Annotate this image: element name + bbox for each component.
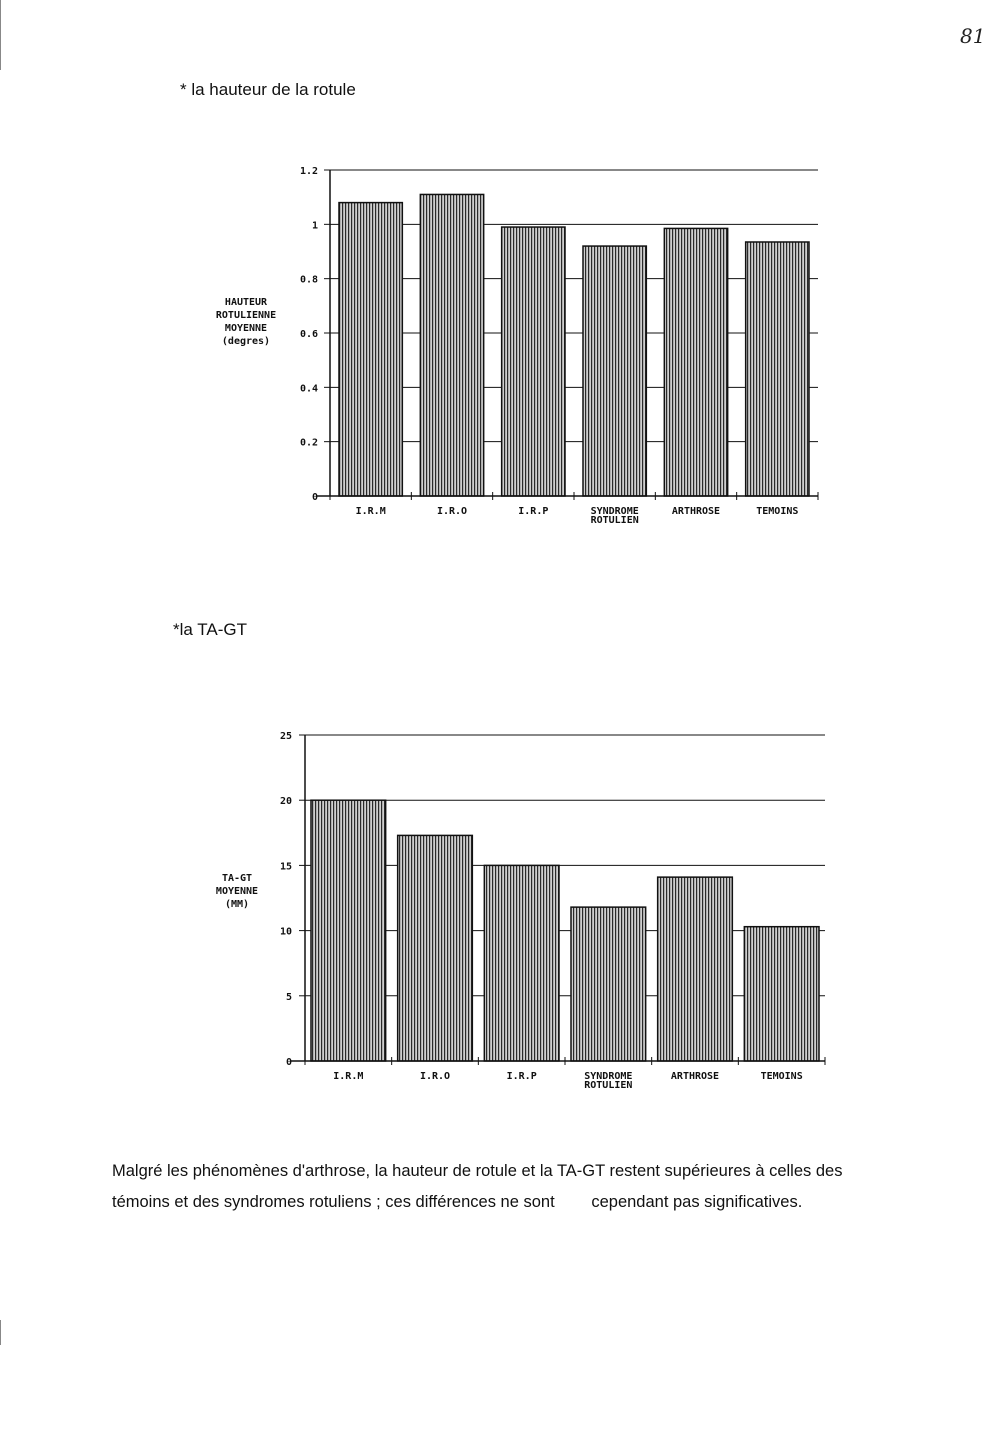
x-tick-label: ROTULIEN [584,1080,633,1091]
left-margin-rule-top [0,0,1,70]
chart-ta-gt [0,715,995,1115]
bar-temoins [746,242,809,496]
y-tick-label: 1.2 [299,166,318,177]
y-axis-label: (degres) [221,336,271,347]
bar-syndrome-rotulien [583,246,646,496]
paragraph-line-1: Malgré les phénomènes d'arthrose, la hauteur de rotule et la TA-GT restent supérieures à celles des [112,1162,843,1180]
bar-i-r-m [339,203,402,496]
y-tick-label: 15 [279,861,292,873]
y-axis-label: MOYENNE [215,886,259,897]
y-tick-label: 25 [279,731,292,742]
y-tick-label: 1 [311,220,318,232]
y-tick-label: 10 [279,926,292,938]
y-tick-label: 5 [285,991,292,1003]
y-axis-label: ROTULIENNE [215,310,277,321]
heading-ta-gt: *la TA-GT [173,620,247,639]
chart-hauteur-rotulienne [0,150,995,550]
y-axis-label: HAUTEUR [224,297,268,308]
bar-i-r-p [484,865,559,1061]
y-tick-label: 0 [311,492,318,503]
bar-temoins [744,927,819,1061]
left-margin-rule-bottom [0,1320,1,1345]
x-tick-label: SYNDROME [590,506,639,517]
bar-i-r-o [420,194,483,496]
y-tick-label: 0.8 [299,274,318,286]
bar-arthrose [658,877,733,1061]
y-tick-label: 20 [279,796,292,808]
bar-arthrose [664,228,727,496]
bar-i-r-o [398,835,473,1061]
x-tick-label: I.R.O [419,1071,451,1082]
bar-i-r-p [502,227,565,496]
y-tick-label: 0.4 [299,383,318,395]
paragraph-line-2: témoins et des syndromes rotuliens ; ces différences ne sont cependant pas significatives. [112,1193,803,1211]
y-axis-label: (MM) [224,899,250,910]
y-tick-label: 0.6 [299,329,318,340]
x-tick-label: I.R.O [436,506,468,517]
y-axis-label: MOYENNE [224,323,268,334]
x-tick-label: I.R.M [333,1071,364,1082]
x-tick-label: SYNDROME [584,1071,633,1082]
x-tick-label: ARTHROSE [670,1071,720,1082]
page-number: 81 [960,24,986,48]
x-tick-label: ARTHROSE [671,506,721,517]
x-tick-label: ROTULIEN [590,515,639,526]
x-tick-label: I.R.M [355,506,386,517]
heading-rotule-height: * la hauteur de la rotule [180,80,356,99]
x-tick-label: I.R.P [506,1071,537,1082]
bar-syndrome-rotulien [571,907,646,1061]
conclusion-paragraph [112,1156,947,1218]
bar-i-r-m [311,800,386,1061]
x-tick-label: I.R.P [518,506,549,517]
y-tick-label: 0 [285,1057,292,1068]
x-tick-label: TEMOINS [756,506,799,517]
x-tick-label: TEMOINS [760,1071,803,1082]
y-axis-label: TA-GT [221,873,253,884]
y-tick-label: 0.2 [299,437,318,449]
